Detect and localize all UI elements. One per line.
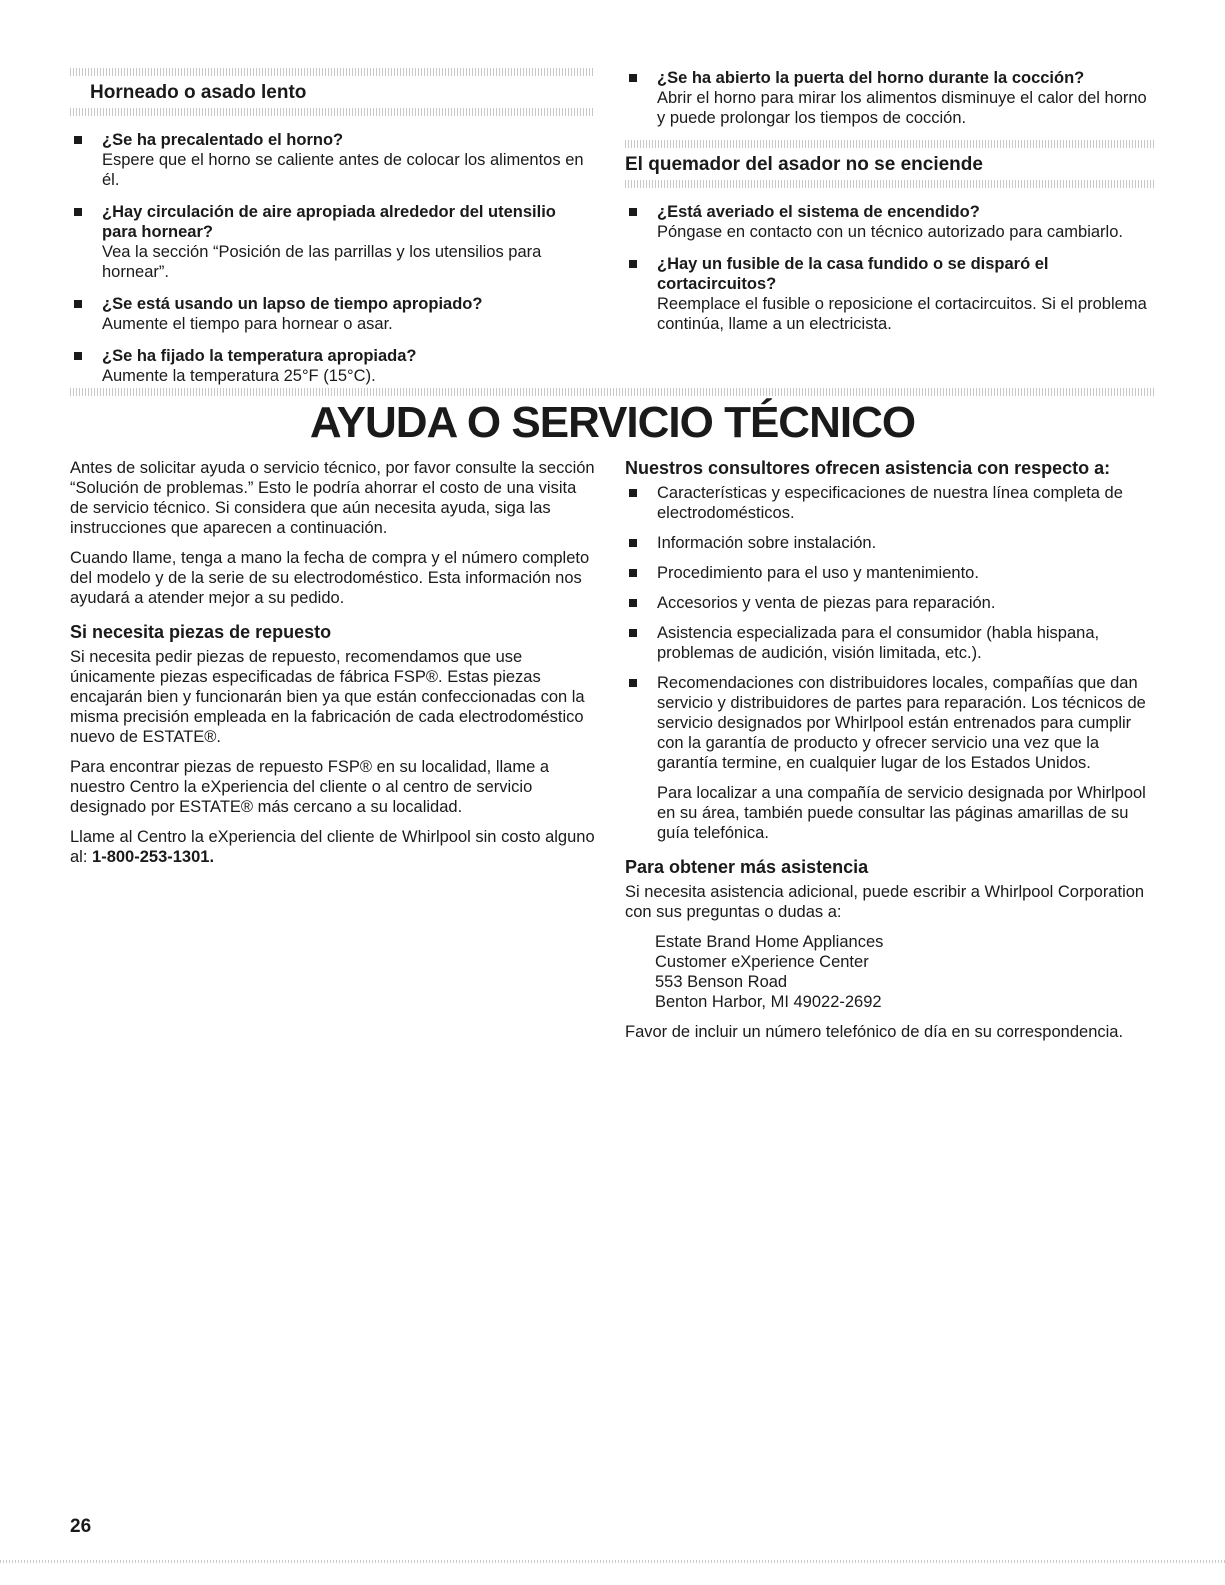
address-line: Customer eXperience Center — [655, 953, 869, 971]
consultants-list — [625, 483, 1155, 773]
address-line: Estate Brand Home Appliances — [655, 933, 884, 951]
answer: Vea la sección “Posición de las parrillas y los utensilios para hornear”. — [102, 243, 542, 281]
intro-paragraph: Antes de solicitar ayuda o servicio técnico, por favor consulte la sección “Solución de problemas.” Esto le podría ahorrar el costo de una visita de servicio técnico. Si considera que aún necesita ayuda, siga las instrucciones que aparecen a continuación. — [70, 459, 595, 537]
section-heading: El quemador del asador no se enciende — [625, 154, 983, 175]
page-edge-rule — [0, 1560, 1225, 1563]
page-title: AYUDA O SERVICIO TÉCNICO — [309, 398, 916, 447]
answer: Reemplace el fusible o reposicione el cortacircuitos. Si el problema continúa, llame a un electricista. — [657, 295, 1147, 333]
answer: Aumente el tiempo para hornear o asar. — [102, 315, 393, 333]
qa-item — [625, 68, 1155, 128]
mailing-address — [625, 932, 1155, 1012]
qa-item — [70, 130, 595, 190]
list-item: Accesorios y venta de piezas para reparación. — [625, 593, 1155, 613]
section-heading: Horneado o asado lento — [90, 82, 307, 103]
slow-baking-section — [70, 68, 595, 398]
question: ¿Se ha abierto la puerta del horno durante la cocción? — [657, 69, 1085, 87]
section-rule — [625, 140, 1155, 148]
section-rule — [70, 108, 595, 116]
qa-list — [70, 130, 595, 386]
page-number: 26 — [70, 1516, 92, 1537]
more-help-paragraph: Si necesita asistencia adicional, puede escribir a Whirlpool Corporation con sus preguntas o dudas a: — [625, 883, 1145, 921]
broiler-section — [625, 68, 1155, 346]
answer: Póngase en contacto con un técnico autorizado para cambiarlo. — [657, 223, 1123, 241]
section-rule — [70, 68, 595, 76]
question: ¿Se está usando un lapso de tiempo apropiado? — [102, 295, 483, 313]
page-rule — [70, 388, 1155, 396]
question: ¿Hay circulación de aire apropiada alrededor del utensilio para hornear? — [102, 203, 556, 241]
locate-paragraph: Para localizar a una compañía de servicio designada por Whirlpool en su área, también puede consultar las páginas amarillas de su guía telefónica. — [657, 784, 1146, 842]
list-item: Asistencia especializada para el consumidor (habla hispana, problemas de audición, visión limitada, etc.). — [625, 623, 1155, 663]
more-help-heading: Para obtener más asistencia — [625, 857, 869, 877]
question: ¿Se ha fijado la temperatura apropiada? — [102, 347, 417, 365]
address-line: 553 Benson Road — [655, 973, 788, 991]
consultants-heading: Nuestros consultores ofrecen asistencia con respecto a: — [625, 458, 1111, 478]
parts-paragraph: Si necesita pedir piezas de repuesto, recomendamos que use únicamente piezas especificadas de fábrica FSP®. Estas piezas encajarán bien y funcionarán bien ya que están confeccionadas con la misma precisión empleada en la fabricación de cada electrodoméstico nuevo de ESTATE®. — [70, 648, 585, 746]
list-item: Procedimiento para el uso y mantenimiento. — [625, 563, 1155, 583]
help-left-column — [70, 458, 595, 877]
qa-list — [625, 202, 1155, 334]
qa-item — [625, 254, 1155, 334]
question: ¿Hay un fusible de la casa fundido o se disparó el cortacircuitos? — [657, 255, 1049, 293]
section-rule — [625, 180, 1155, 188]
parts-paragraph: Para encontrar piezas de repuesto FSP® en su localidad, llame a nuestro Centro la eXperiencia del cliente o al centro de servicio designado por ESTATE® más cercano a su localidad. — [70, 758, 550, 816]
phone-number: 1-800-253-1301. — [92, 848, 215, 866]
qa-item — [625, 202, 1155, 242]
list-item: Recomendaciones con distribuidores locales, compañías que dan servicio y distribuidores de partes para reparación. Los técnicos de servicio designados por Whirlpool están entrenados para cumplir con la garantía de producto y ofrecer servicio una vez que la garantía termine, en cualquier lugar de los Estados Unidos. — [625, 673, 1155, 773]
closing-paragraph: Favor de incluir un número telefónico de día en su correspondencia. — [625, 1023, 1124, 1041]
answer: Espere que el horno se caliente antes de colocar los alimentos en él. — [102, 151, 584, 189]
call-paragraph — [70, 827, 595, 867]
question: ¿Se ha precalentado el horno? — [102, 131, 344, 149]
intro-paragraph: Cuando llame, tenga a mano la fecha de compra y el número completo del modelo y de la serie de su electrodoméstico. Esta información nos ayudará a atender mejor a su pedido. — [70, 549, 590, 607]
list-item: Información sobre instalación. — [625, 533, 1155, 553]
parts-heading: Si necesita piezas de repuesto — [70, 622, 332, 642]
qa-list — [625, 68, 1155, 128]
call-text: Llame al Centro la eXperiencia del cliente de Whirlpool sin costo alguno al: — [70, 828, 595, 866]
qa-item — [70, 346, 595, 386]
address-line: Benton Harbor, MI 49022-2692 — [655, 993, 882, 1011]
help-right-column — [625, 458, 1155, 1052]
answer: Aumente la temperatura 25°F (15°C). — [102, 367, 376, 385]
qa-item — [70, 294, 595, 334]
question: ¿Está averiado el sistema de encendido? — [657, 203, 980, 221]
qa-item — [70, 202, 595, 282]
answer: Abrir el horno para mirar los alimentos disminuye el calor del horno y puede prolongar los tiempos de cocción. — [657, 89, 1147, 127]
list-item: Características y especificaciones de nuestra línea completa de electrodomésticos. — [625, 483, 1155, 523]
